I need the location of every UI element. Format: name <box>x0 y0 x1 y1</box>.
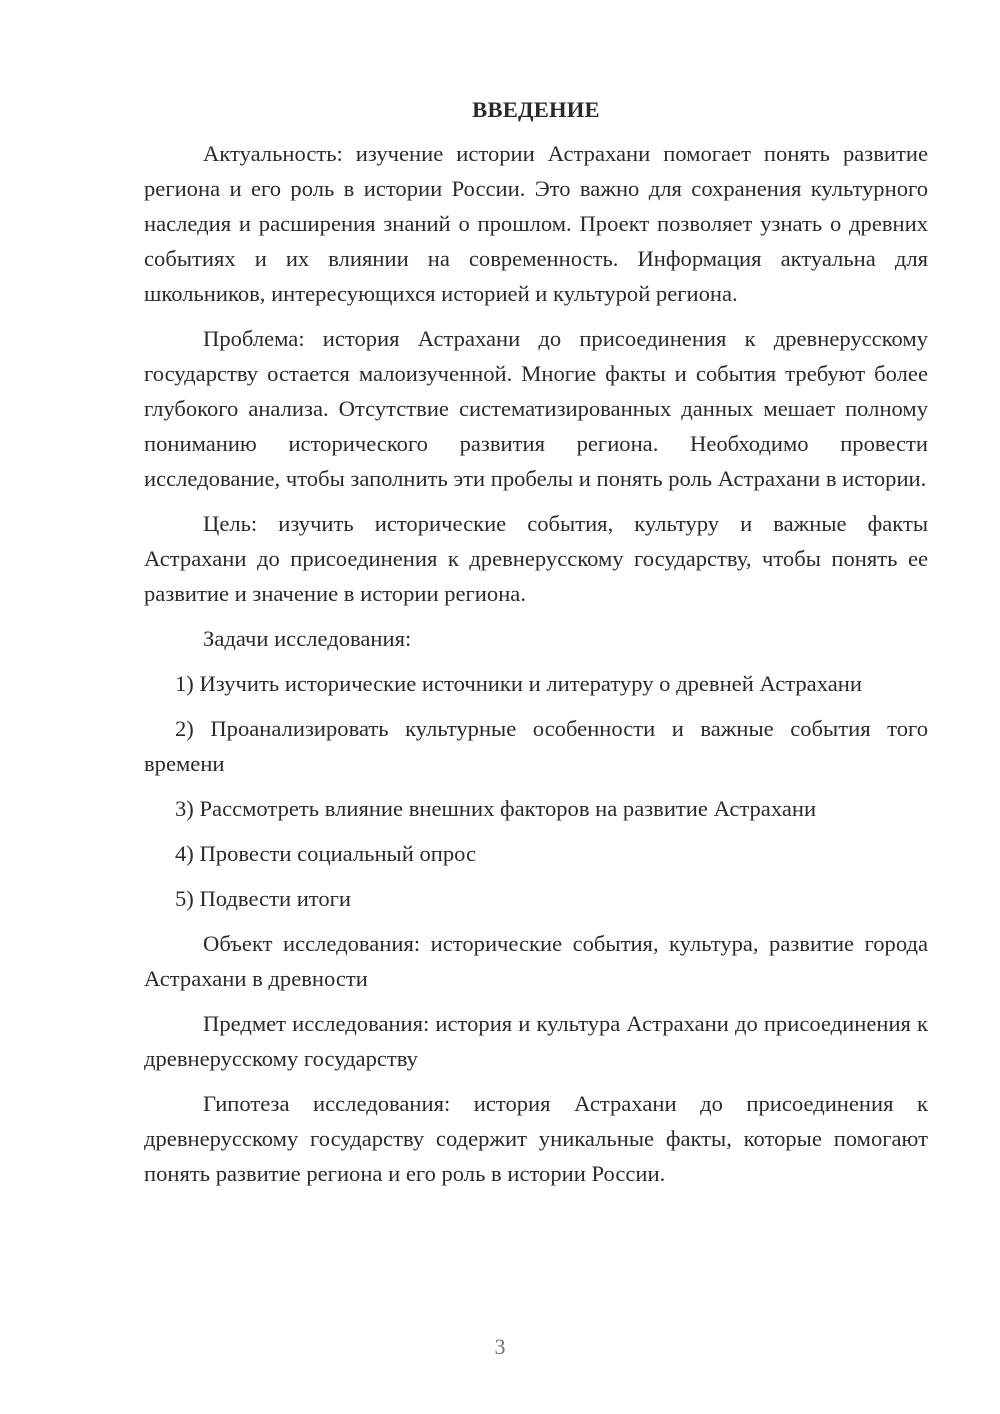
task-item-5: 5) Подвести итоги <box>175 886 352 911</box>
document-page <box>144 96 928 1201</box>
tasks-heading: Задачи исследования: <box>203 626 412 651</box>
hypothesis-paragraph: Гипотеза исследования: история Астрахани до присоединения к древнерусскому государству содержит уникальные факты, которые помогают понять развитие региона и его роль в истории России. <box>144 1091 928 1186</box>
object-paragraph: Объект исследования: исторические события, культура, развитие города Астрахани в древности <box>144 931 928 991</box>
goal-paragraph: Цель: изучить исторические события, культуру и важные факты Астрахани до присоединения к древнерусскому государству, чтобы понять ее развитие и значение в истории региона. <box>144 511 928 606</box>
problem-paragraph: Проблема: история Астрахани до присоединения к древнерусскому государству остается малоизученной. Многие факты и события требуют более глубокого анализа. Отсутствие систематизированных данных мешает полному пониманию исторического развития региона. Необходимо провести исследование, чтобы заполнить эти пробелы и понять роль Астрахани в истории. <box>144 326 928 491</box>
page-number: 3 <box>494 1334 506 1359</box>
task-item-4: 4) Провести социальный опрос <box>175 841 477 866</box>
task-item-2: 2) Проанализировать культурные особенности и важные события того времени <box>144 716 928 776</box>
task-item-3: 3) Рассмотреть влияние внешних факторов на развитие Астрахани <box>175 796 817 821</box>
subject-paragraph: Предмет исследования: история и культура Астрахани до присоединения к древнерусскому государству <box>144 1011 928 1071</box>
section-title: ВВЕДЕНИЕ <box>472 97 600 122</box>
relevance-paragraph: Актуальность: изучение истории Астрахани помогает понять развитие региона и его роль в истории России. Это важно для сохранения культурного наследия и расширения знаний о прошлом. Проект позволяет узнать о древних событиях и их влиянии на современность. Информация актуальна для школьников, интересующихся историей и культурой региона. <box>144 141 928 306</box>
task-item-1: 1) Изучить исторические источники и литературу о древней Астрахани <box>175 671 862 696</box>
